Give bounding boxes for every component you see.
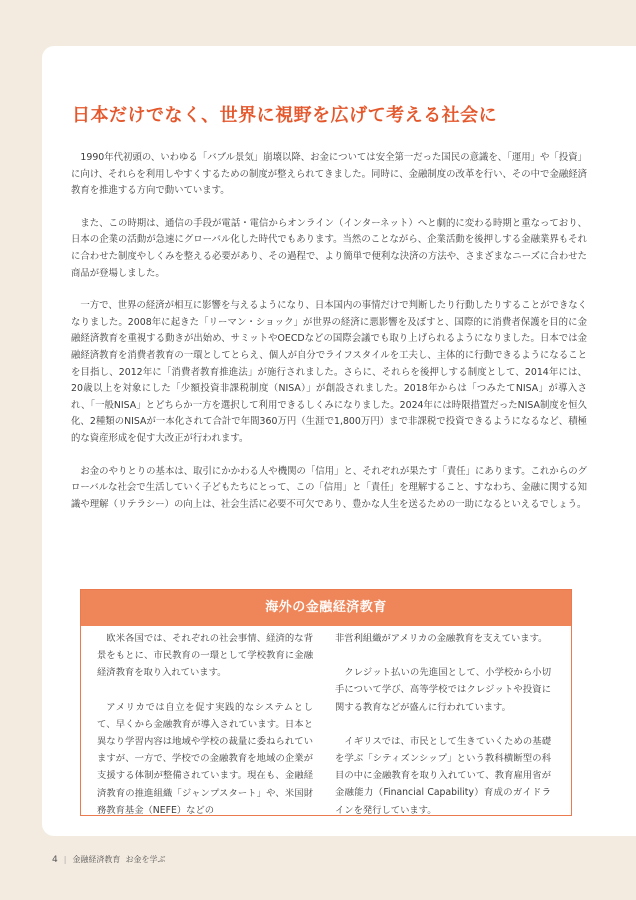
overseas-education-box	[80, 589, 572, 816]
box-paragraph: イギリスでは、市民として生きていくための基礎を学ぶ「シティズンシップ」という教科横断型の科目の中に金融教育を取り入れていて、教育雇用省が金融能力（Financial Capability）育成のガイドラインを発行しています。	[335, 735, 551, 816]
box-paragraph: 欧米各国では、それぞれの社会事情、経済的な背景をもとに、市民教育の一環として学校教育に金融経済教育を取り入れています。	[97, 633, 313, 679]
body-paragraph: また、この時期は、通信の手段が電話・電信からオンライン（インターネット）へと劇的に変わる時期と重なっており、日本の企業の活動が急速にグローバル化した時代でもあります。当然のことながら、企業活動を後押しする金融業界もそれに合わせた制度やしくみを整える必要があり、その過程で、より簡単で便利な決済の方法や、さまざまなニーズに合わせた商品が登場しました。	[71, 217, 587, 279]
body-paragraph: 一方で、世界の経済が相互に影響を与えるようになり、日本国内の事情だけで判断したり行動したりすることができなくなりました。2008年に起きた「リーマン・ショック」が世界の経済に悪影響を及ぼすと、国際的に消費者保護を目的に金融経済教育を重視する動きが出始め、サミットやOECDなどの国際会議でも取り上げられるようになりました。日本では金融経済教育を消費者教育の一環としてとらえ、個人が自分でライフスタイルを工夫し、主体的に行動できるようになることを目指し、2012年に「消費者教育推進法」が施行されました。さらに、それらを後押しする制度として、2014年には、20歳以上を対象にした「少額投資非課税制度（NISA）」が創設されました。2018年からは「つみたてNISA」が導入され、「一般NISA」とどちらか一方を選択して利用できるしくみになりました。2024年には時限措置だったNISA制度を恒久化、2種類のNISAが一本化されて合計で年間360万円（生涯で1,800万円）まで非課税で投資できるようになるなど、積極的な資産形成を促す大改正が行われます。	[71, 300, 587, 444]
body-text	[71, 150, 587, 529]
footer-subtitle: お金を学ぶ	[125, 855, 166, 864]
body-paragraph: お金のやりとりの基本は、取引にかかわる人や機関の「信用」と、それぞれが果たす「責任」にあります。これからのグローバルな社会で生活していく子どもたちにとって、この「信用」と「責任」を理解すること、すなわち、金融に関する知識や理解（リテラシー）の向上は、社会生活に必要不可欠であり、豊かな人生を送るための一助になるといえるでしょう。	[71, 465, 587, 510]
box-column-left	[97, 630, 313, 836]
section-heading: 日本だけでなく、世界に視野を広げて考える社会に	[72, 105, 498, 126]
box-column-right	[335, 630, 551, 836]
page-number: 4	[52, 855, 58, 865]
body-paragraph: 1990年代初頭の、いわゆる「バブル景気」崩壊以降、お金については安全第一だった国民の意識を、「運用」や「投資」に向け、それらを利用しやすくするための制度が整えられてきました。同時に、金融制度の改革を行い、その中で金融経済教育を推進する方向で動いています。	[71, 152, 587, 197]
footer-section: 金融経済教育	[72, 855, 121, 864]
box-paragraph: クレジット払いの先進国として、小学校から小切手について学び、高等学校ではクレジットや投資に関する教育などが盛んに行われています。	[335, 667, 551, 713]
box-columns	[81, 626, 571, 836]
box-paragraph: アメリカでは自立を促す実践的なシステムとして、早くから金融教育が導入されています。日本と異なり学習内容は地域や学校の裁量に委ねられていますが、一方で、学校での金融教育を地域の企業が支援する体制が整備されています。現在も、金融経済教育の推進組織「ジャンプスタート」や、米国財務教育基金（NEFE）などの	[97, 701, 313, 816]
box-paragraph: 非営利組織がアメリカの金融教育を支えています。	[335, 633, 548, 644]
box-title: 海外の金融経済教育	[81, 590, 571, 626]
footer-separator: |	[63, 855, 67, 864]
page-footer	[52, 854, 166, 865]
